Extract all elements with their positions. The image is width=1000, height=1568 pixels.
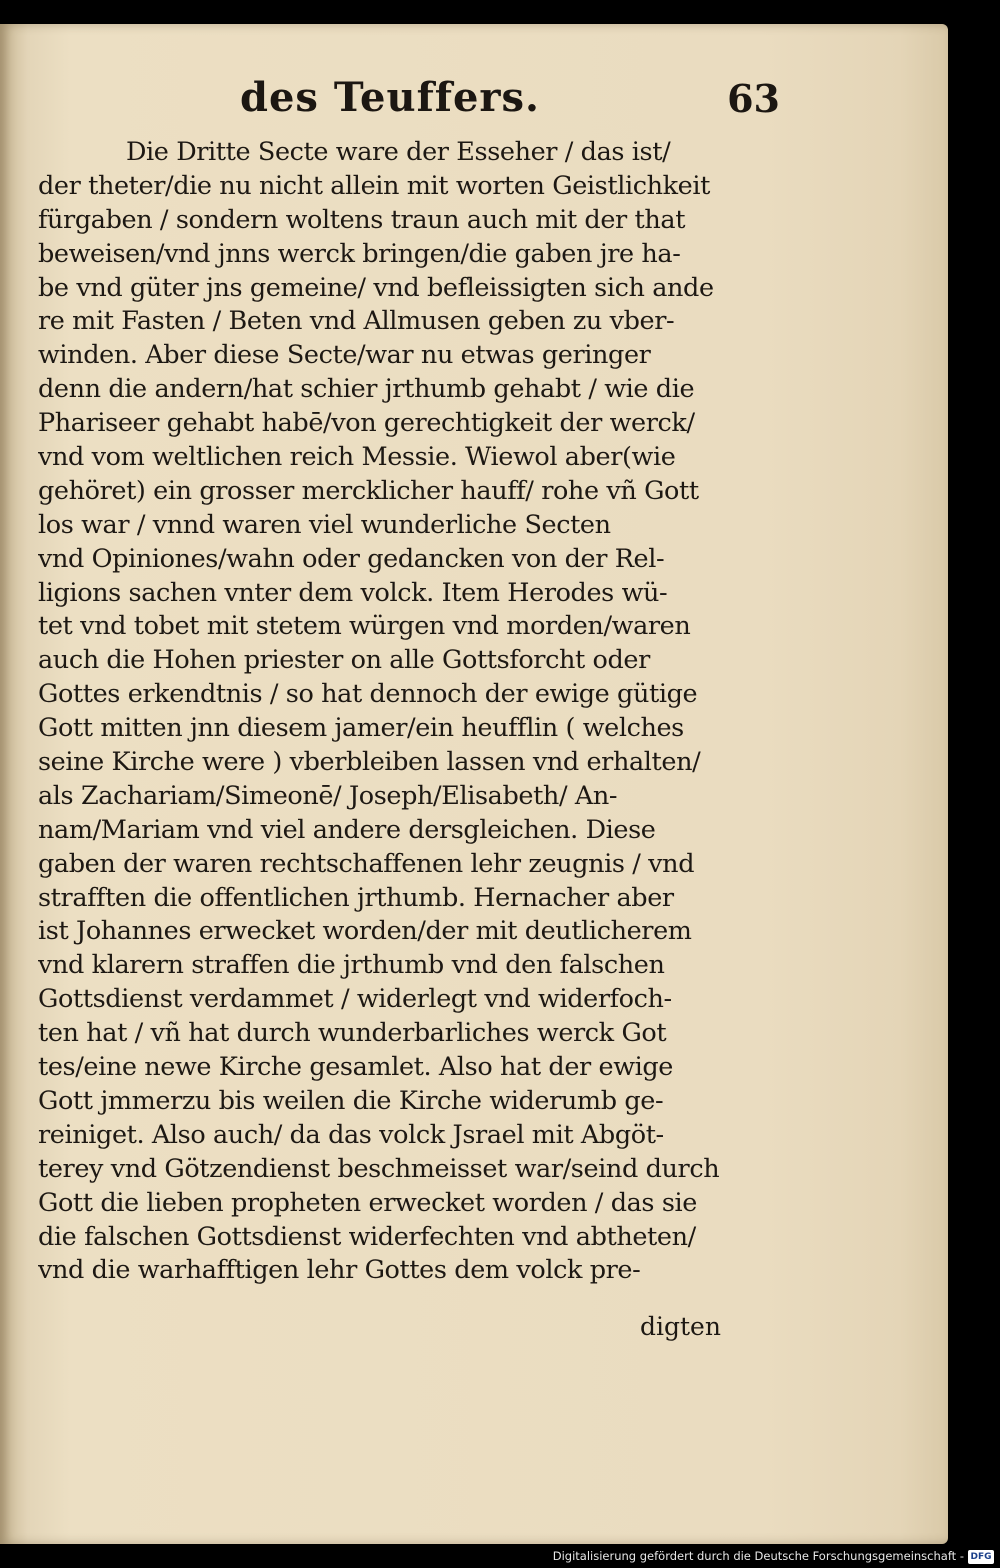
text-line: beweisen/vnd jnns werck bringen/die gaben jre ha-: [38, 238, 681, 269]
book-page: [0, 24, 948, 1544]
text-line: denn die andern/hat schier jrthumb gehabt / wie die: [38, 374, 695, 405]
text-line: als Zachariam/Simeonē/ Joseph/Elisabeth/ An-: [38, 780, 618, 811]
text-line: Gott die lieben propheten erwecket worden / das sie: [38, 1187, 697, 1218]
text-line: re mit Fasten / Beten vnd Allmusen geben zu vber-: [38, 306, 675, 337]
text-line: terey vnd Götzendienst beschmeisset war/seind durch: [38, 1153, 720, 1184]
body-text: [38, 136, 768, 1288]
text-line: ist Johannes erwecket worden/der mit deutlicherem: [38, 916, 692, 947]
text-line: fürgaben / sondern woltens traun auch mit der that: [38, 204, 686, 235]
text-line: reiniget. Also auch/ da das volck Jsrael mit Abgöt-: [38, 1119, 664, 1150]
text-line: vnd vom weltlichen reich Messie. Wiewol aber(wie: [38, 442, 676, 473]
text-line: Gott jmmerzu bis weilen die Kirche widerumb ge-: [38, 1085, 664, 1116]
text-line: auch die Hohen priester on alle Gottsforcht oder: [38, 645, 650, 676]
text-line: be vnd güter jns gemeine/ vnd befleissigten sich ande: [38, 272, 714, 303]
text-line: ligions sachen vnter dem volck. Item Herodes wü-: [38, 577, 668, 608]
text-line: nam/Mariam vnd viel andere dersgleichen. Diese: [38, 814, 656, 845]
dfg-logo-icon: DFG: [968, 1550, 994, 1564]
text-line: Gott mitten jnn diesem jamer/ein heufflin ( welches: [38, 713, 684, 744]
text-line: Phariseer gehabt habē/von gerechtigkeit der werck/: [38, 408, 695, 439]
text-line: vnd klarern straffen die jrthumb vnd den falschen: [38, 950, 665, 981]
text-line: tet vnd tobet mit stetem würgen vnd morden/waren: [38, 611, 691, 642]
text-line: Gottes erkendtnis / so hat dennoch der ewige gütige: [38, 679, 698, 710]
text-line: die falschen Gottsdienst widerfechten vnd abtheten/: [38, 1221, 696, 1252]
text-line: los war / vnnd waren viel wunderliche Secten: [38, 509, 611, 540]
text-line: Die Dritte Secte ware der Esseher / das ist/: [126, 137, 671, 167]
catchword: digten: [640, 1312, 721, 1341]
text-line: winden. Aber diese Secte/war nu etwas geringer: [38, 340, 651, 371]
text-line: seine Kirche were ) vberbleiben lassen vnd erhalten/: [38, 747, 701, 778]
text-line: gehöret) ein grosser mercklicher hauff/ rohe vñ Gott: [38, 475, 699, 506]
text-line: vnd die warhafftigen lehr Gottes dem volck pre-: [38, 1255, 641, 1286]
running-title: des Teuffers.: [240, 74, 540, 121]
page-number: 63: [727, 76, 780, 121]
text-line: gaben der waren rechtschaffenen lehr zeugnis / vnd: [38, 848, 695, 879]
text-line: strafften die offentlichen jrthumb. Hernacher aber: [38, 882, 674, 913]
digitization-footer: [0, 1546, 1000, 1568]
funding-credit: Digitalisierung gefördert durch die Deutsche Forschungsgemeinschaft -: [552, 1549, 964, 1563]
page-header: [240, 74, 780, 134]
text-line: Gottsdienst verdammet / widerlegt vnd widerfoch-: [38, 984, 672, 1015]
text-line: tes/eine newe Kirche gesamlet. Also hat der ewige: [38, 1052, 673, 1083]
text-line: der theter/die nu nicht allein mit worten Geistlichkeit: [38, 170, 710, 201]
text-line: vnd Opiniones/wahn oder gedancken von der Rel-: [38, 543, 665, 574]
text-line: ten hat / vñ hat durch wunderbarliches werck Got: [38, 1018, 667, 1049]
